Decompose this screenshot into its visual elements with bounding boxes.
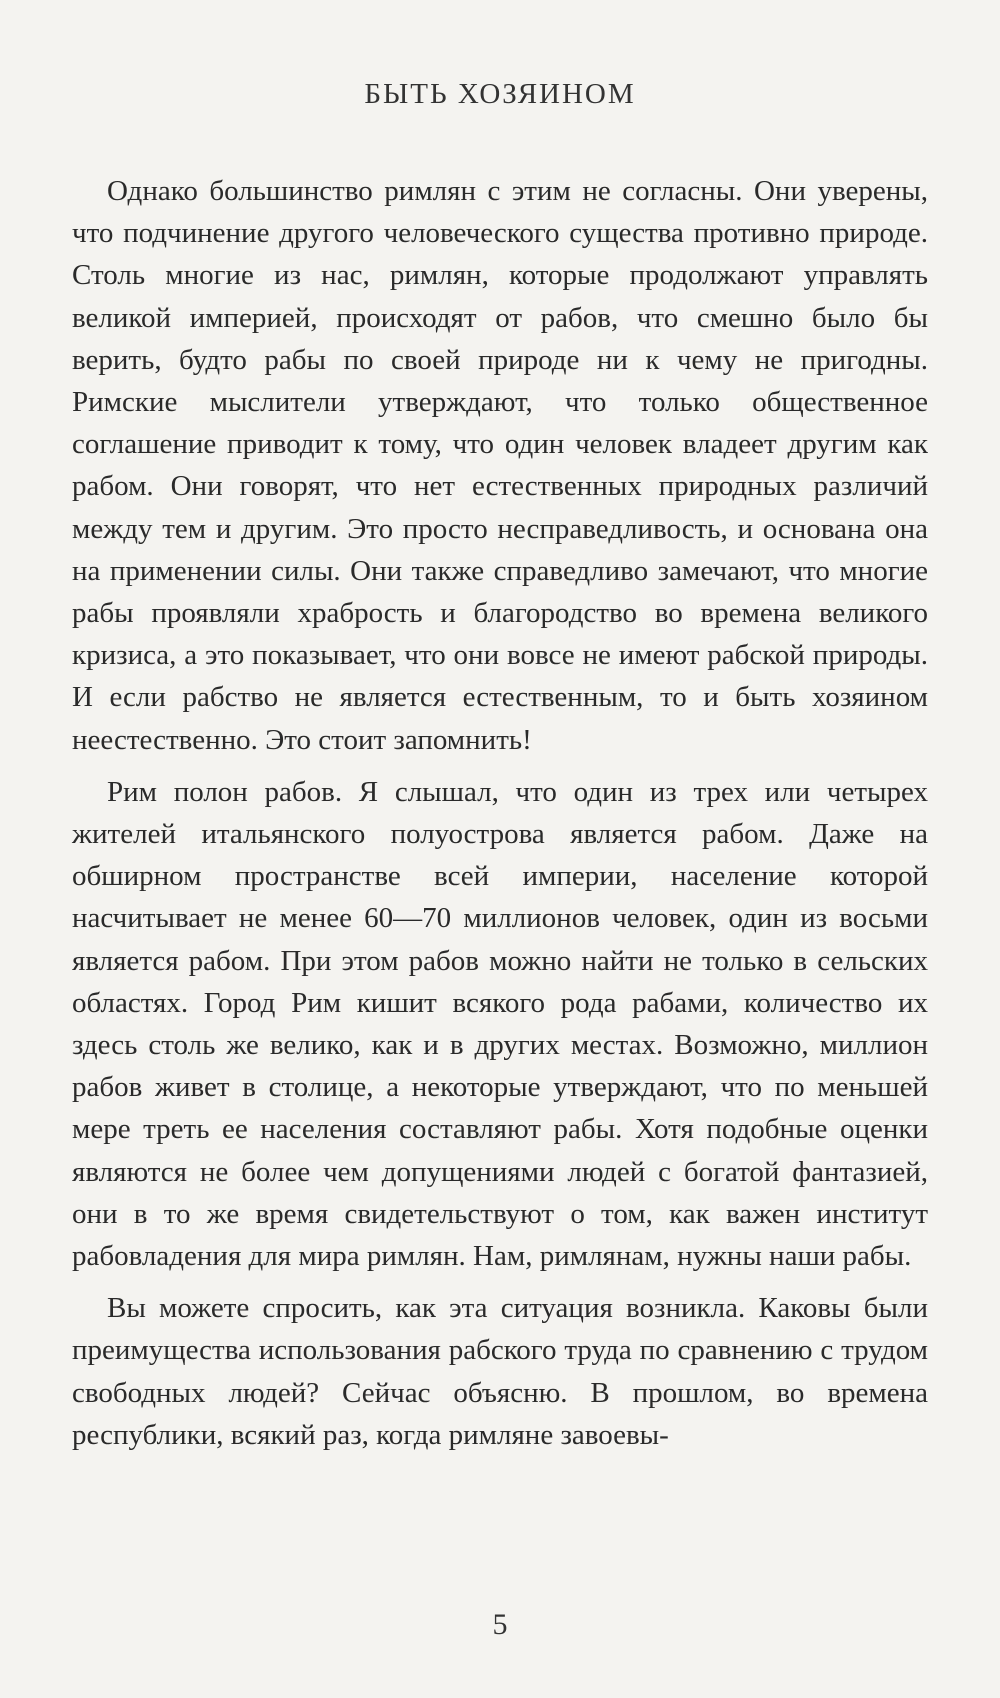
page-number: 5 <box>492 1608 508 1641</box>
body-text <box>72 170 928 1466</box>
paragraph-1: Однако большинство римлян с этим не согласны. Они уверены, что подчинение другого человеческого существа противно природе. Столь многие из нас, римлян, которые продолжают управлять великой империей, происходят от рабов, что смешно было бы верить, будто рабы по своей природе ни к чему не пригодны. Римские мыслители утверждают, что только общественное соглашение приводит к тому, что один человек владеет другим как рабом. Они говорят, что нет естественных природных различий между тем и другим. Это просто несправедливость, и основана она на применении силы. Они также справедливо замечают, что многие рабы проявляли храбрость и благородство во времена великого кризиса, а это показывает, что они вовсе не имеют рабской природы. И если рабство не является естественным, то и быть хозяином неестественно. Это стоит запомнить! <box>72 175 928 756</box>
running-head: БЫТЬ ХОЗЯИНОМ <box>364 78 636 110</box>
paragraph-2: Рим полон рабов. Я слышал, что один из трех или четырех жителей итальянского полуострова является рабом. Даже на обширном пространстве всей империи, население которой насчитывает не менее 60—70 миллионов человек, один из восьми является рабом. При этом рабов можно найти не только в сельских областях. Город Рим кишит всякого рода рабами, количество их здесь столь же велико, как и в других местах. Возможно, миллион рабов живет в столице, а некоторые утверждают, что по меньшей мере треть ее населения составляют рабы. Хотя подобные оценки являются не более чем допущениями людей с богатой фантазией, они в то же время свидетельствуют о том, как важен институт рабовладения для мира римлян. Нам, римлянам, нужны наши рабы. <box>72 775 928 1273</box>
paragraph-3: Вы можете спросить, как эта ситуация возникла. Каковы были преимущества использования рабского труда по сравнению с трудом свободных людей? Сейчас объясню. В прошлом, во времена республики, всякий раз, когда римляне завоевы- <box>72 1292 928 1451</box>
